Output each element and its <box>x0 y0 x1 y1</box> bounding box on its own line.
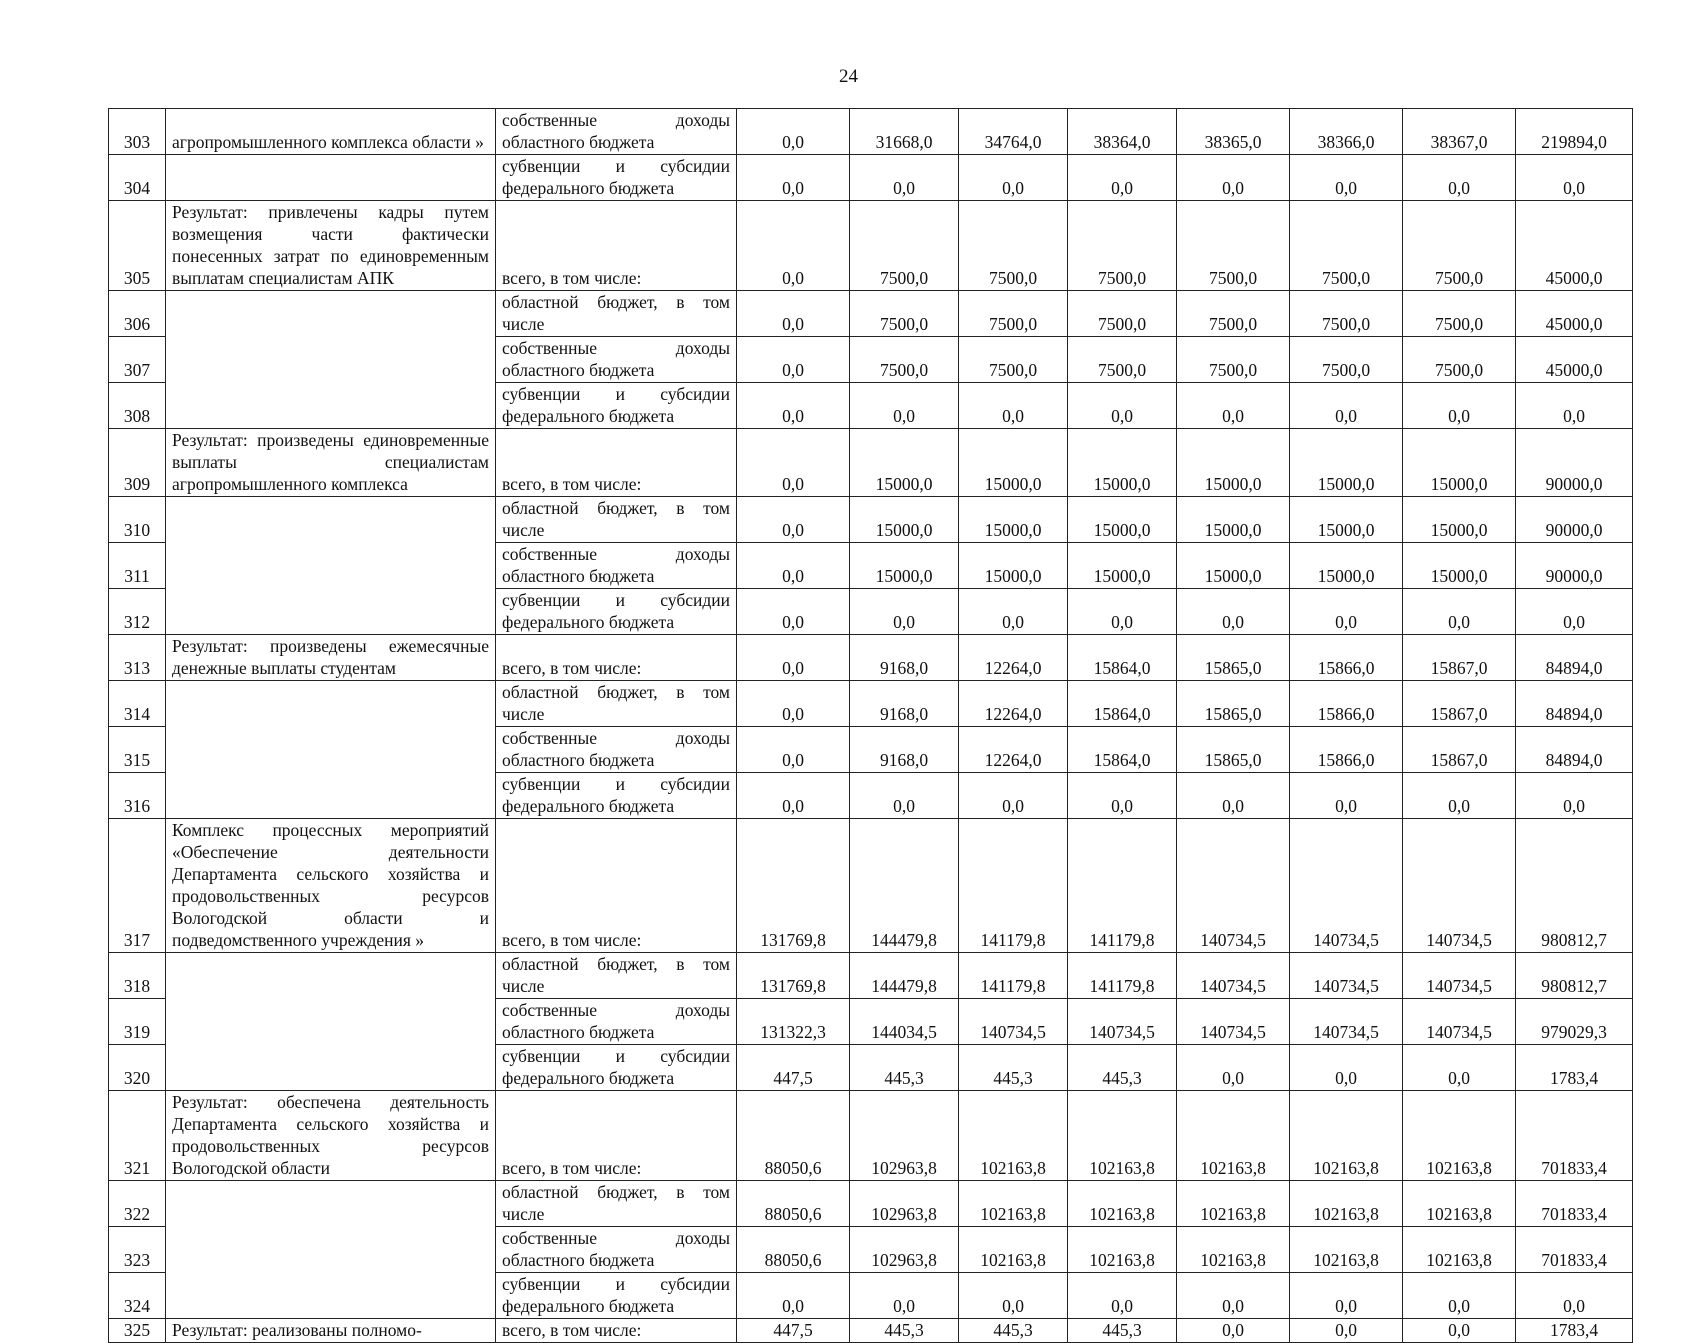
row-number: 316 <box>109 773 166 819</box>
table-body <box>109 109 1633 1343</box>
table-row <box>109 1319 1633 1343</box>
amount-cell: 15865,0 <box>1177 727 1290 773</box>
amount-cell: 219894,0 <box>1516 109 1633 155</box>
amount-cell: 701833,4 <box>1516 1181 1633 1227</box>
amount-cell: 102163,8 <box>959 1091 1068 1181</box>
funding-source: собственные доходы областного бюджета <box>496 543 737 589</box>
amount-cell: 0,0 <box>1403 1319 1516 1343</box>
row-number: 304 <box>109 155 166 201</box>
amount-cell: 447,5 <box>737 1045 850 1091</box>
amount-cell: 15000,0 <box>850 429 959 497</box>
table-row <box>109 155 1633 201</box>
amount-cell: 140734,5 <box>1177 953 1290 999</box>
amount-cell: 12264,0 <box>959 727 1068 773</box>
table-row <box>109 819 1633 953</box>
amount-cell: 0,0 <box>959 155 1068 201</box>
table-row <box>109 497 1633 543</box>
amount-cell: 15864,0 <box>1068 681 1177 727</box>
amount-cell: 15000,0 <box>850 497 959 543</box>
amount-cell: 141179,8 <box>959 953 1068 999</box>
amount-cell: 445,3 <box>959 1045 1068 1091</box>
amount-cell: 15864,0 <box>1068 635 1177 681</box>
amount-cell: 144479,8 <box>850 819 959 953</box>
amount-cell: 445,3 <box>959 1319 1068 1343</box>
amount-cell: 0,0 <box>1068 1273 1177 1319</box>
amount-cell: 141179,8 <box>959 819 1068 953</box>
table-row <box>109 1091 1633 1181</box>
funding-source: собственные доходы областного бюджета <box>496 999 737 1045</box>
amount-cell: 90000,0 <box>1516 543 1633 589</box>
amount-cell: 0,0 <box>737 681 850 727</box>
funding-source: собственные доходы областного бюджета <box>496 1227 737 1273</box>
amount-cell: 0,0 <box>737 773 850 819</box>
amount-cell: 38365,0 <box>1177 109 1290 155</box>
row-description <box>166 727 496 773</box>
amount-cell: 0,0 <box>737 429 850 497</box>
row-description: агропромышленного комплекса области » <box>166 109 496 155</box>
amount-cell: 0,0 <box>850 589 959 635</box>
amount-cell: 15866,0 <box>1290 727 1403 773</box>
row-number: 320 <box>109 1045 166 1091</box>
amount-cell: 0,0 <box>1516 383 1633 429</box>
amount-cell: 0,0 <box>850 773 959 819</box>
amount-cell: 45000,0 <box>1516 201 1633 291</box>
amount-cell: 102163,8 <box>1177 1227 1290 1273</box>
amount-cell: 9168,0 <box>850 635 959 681</box>
funding-source: всего, в том числе: <box>496 635 737 681</box>
amount-cell: 7500,0 <box>959 201 1068 291</box>
amount-cell: 144034,5 <box>850 999 959 1045</box>
amount-cell: 144479,8 <box>850 953 959 999</box>
amount-cell: 15864,0 <box>1068 727 1177 773</box>
table-row <box>109 1273 1633 1319</box>
amount-cell: 15867,0 <box>1403 635 1516 681</box>
amount-cell: 701833,4 <box>1516 1091 1633 1181</box>
amount-cell: 0,0 <box>1290 1273 1403 1319</box>
row-number: 303 <box>109 109 166 155</box>
amount-cell: 15000,0 <box>1290 543 1403 589</box>
table-row <box>109 429 1633 497</box>
funding-source: областной бюджет, в том числе <box>496 291 737 337</box>
table-row <box>109 201 1633 291</box>
amount-cell: 0,0 <box>737 109 850 155</box>
amount-cell: 701833,4 <box>1516 1227 1633 1273</box>
amount-cell: 15000,0 <box>959 497 1068 543</box>
amount-cell: 9168,0 <box>850 681 959 727</box>
row-description <box>166 681 496 727</box>
table-row <box>109 291 1633 337</box>
row-description <box>166 337 496 383</box>
row-number: 321 <box>109 1091 166 1181</box>
amount-cell: 0,0 <box>1516 773 1633 819</box>
amount-cell: 0,0 <box>1177 1273 1290 1319</box>
amount-cell: 0,0 <box>959 589 1068 635</box>
amount-cell: 445,3 <box>850 1045 959 1091</box>
amount-cell: 31668,0 <box>850 109 959 155</box>
amount-cell: 0,0 <box>850 1273 959 1319</box>
table-row <box>109 681 1633 727</box>
amount-cell: 140734,5 <box>1290 953 1403 999</box>
amount-cell: 0,0 <box>1290 773 1403 819</box>
amount-cell: 0,0 <box>1177 1319 1290 1343</box>
amount-cell: 15000,0 <box>1068 497 1177 543</box>
amount-cell: 15000,0 <box>1068 429 1177 497</box>
amount-cell: 7500,0 <box>1403 291 1516 337</box>
amount-cell: 0,0 <box>737 543 850 589</box>
amount-cell: 0,0 <box>737 1273 850 1319</box>
amount-cell: 0,0 <box>959 1273 1068 1319</box>
row-description <box>166 291 496 337</box>
amount-cell: 0,0 <box>737 589 850 635</box>
amount-cell: 102163,8 <box>959 1227 1068 1273</box>
amount-cell: 38366,0 <box>1290 109 1403 155</box>
amount-cell: 102163,8 <box>1068 1181 1177 1227</box>
row-number: 309 <box>109 429 166 497</box>
amount-cell: 140734,5 <box>1177 999 1290 1045</box>
budget-table <box>108 108 1633 1343</box>
amount-cell: 15000,0 <box>959 543 1068 589</box>
amount-cell: 131769,8 <box>737 819 850 953</box>
amount-cell: 15000,0 <box>1290 429 1403 497</box>
row-description <box>166 1227 496 1273</box>
row-description <box>166 953 496 999</box>
amount-cell: 447,5 <box>737 1319 850 1343</box>
row-description: Результат: произведены ежемесячные денежные выплаты студентам <box>166 635 496 681</box>
amount-cell: 0,0 <box>1290 1045 1403 1091</box>
amount-cell: 980812,7 <box>1516 819 1633 953</box>
amount-cell: 15000,0 <box>1290 497 1403 543</box>
funding-source: субвенции и субсидии федерального бюджета <box>496 773 737 819</box>
row-number: 324 <box>109 1273 166 1319</box>
row-description <box>166 1181 496 1227</box>
amount-cell: 0,0 <box>1290 155 1403 201</box>
amount-cell: 0,0 <box>850 383 959 429</box>
amount-cell: 0,0 <box>737 337 850 383</box>
amount-cell: 102163,8 <box>1403 1181 1516 1227</box>
amount-cell: 0,0 <box>1177 773 1290 819</box>
amount-cell: 102163,8 <box>1403 1227 1516 1273</box>
amount-cell: 7500,0 <box>1177 291 1290 337</box>
amount-cell: 0,0 <box>1068 773 1177 819</box>
amount-cell: 15865,0 <box>1177 635 1290 681</box>
row-description <box>166 1045 496 1091</box>
amount-cell: 7500,0 <box>1068 337 1177 383</box>
row-number: 310 <box>109 497 166 543</box>
amount-cell: 0,0 <box>1403 1273 1516 1319</box>
amount-cell: 0,0 <box>1290 1319 1403 1343</box>
row-description <box>166 1273 496 1319</box>
row-description <box>166 383 496 429</box>
amount-cell: 7500,0 <box>850 337 959 383</box>
row-number: 314 <box>109 681 166 727</box>
row-description <box>166 589 496 635</box>
amount-cell: 0,0 <box>1403 1045 1516 1091</box>
amount-cell: 7500,0 <box>1290 201 1403 291</box>
amount-cell: 7500,0 <box>1403 337 1516 383</box>
amount-cell: 15000,0 <box>1068 543 1177 589</box>
amount-cell: 9168,0 <box>850 727 959 773</box>
amount-cell: 0,0 <box>1068 155 1177 201</box>
amount-cell: 0,0 <box>959 383 1068 429</box>
row-number: 315 <box>109 727 166 773</box>
amount-cell: 7500,0 <box>1068 201 1177 291</box>
amount-cell: 88050,6 <box>737 1181 850 1227</box>
amount-cell: 7500,0 <box>1068 291 1177 337</box>
amount-cell: 0,0 <box>737 383 850 429</box>
row-number: 323 <box>109 1227 166 1273</box>
funding-source: всего, в том числе: <box>496 1091 737 1181</box>
table-row <box>109 1181 1633 1227</box>
amount-cell: 102963,8 <box>850 1091 959 1181</box>
row-number: 325 <box>109 1319 166 1343</box>
table-row <box>109 999 1633 1045</box>
row-description: Комплекс процессных мероприятий «Обеспечение деятельности Департамента сельского хозяйства и продовольственных ресурсов Вологодской области и подведомственного учреждения » <box>166 819 496 953</box>
amount-cell: 7500,0 <box>959 337 1068 383</box>
row-number: 319 <box>109 999 166 1045</box>
amount-cell: 12264,0 <box>959 681 1068 727</box>
amount-cell: 0,0 <box>1403 155 1516 201</box>
amount-cell: 12264,0 <box>959 635 1068 681</box>
amount-cell: 0,0 <box>737 635 850 681</box>
amount-cell: 7500,0 <box>850 291 959 337</box>
amount-cell: 0,0 <box>1516 155 1633 201</box>
funding-source: субвенции и субсидии федерального бюджета <box>496 1273 737 1319</box>
amount-cell: 102163,8 <box>1290 1181 1403 1227</box>
funding-source: всего, в том числе: <box>496 1319 737 1343</box>
amount-cell: 15866,0 <box>1290 635 1403 681</box>
table-row <box>109 543 1633 589</box>
amount-cell: 0,0 <box>1290 589 1403 635</box>
amount-cell: 45000,0 <box>1516 291 1633 337</box>
funding-source: всего, в том числе: <box>496 201 737 291</box>
amount-cell: 140734,5 <box>1403 953 1516 999</box>
row-number: 312 <box>109 589 166 635</box>
funding-source: всего, в том числе: <box>496 819 737 953</box>
amount-cell: 38367,0 <box>1403 109 1516 155</box>
row-number: 308 <box>109 383 166 429</box>
funding-source: областной бюджет, в том числе <box>496 953 737 999</box>
amount-cell: 140734,5 <box>1177 819 1290 953</box>
funding-source: областной бюджет, в том числе <box>496 681 737 727</box>
amount-cell: 15000,0 <box>1403 543 1516 589</box>
amount-cell: 15865,0 <box>1177 681 1290 727</box>
row-number: 305 <box>109 201 166 291</box>
amount-cell: 140734,5 <box>959 999 1068 1045</box>
amount-cell: 0,0 <box>1068 589 1177 635</box>
amount-cell: 0,0 <box>737 497 850 543</box>
amount-cell: 0,0 <box>850 155 959 201</box>
amount-cell: 0,0 <box>737 201 850 291</box>
amount-cell: 102163,8 <box>1177 1181 1290 1227</box>
funding-source: субвенции и субсидии федерального бюджета <box>496 589 737 635</box>
amount-cell: 140734,5 <box>1068 999 1177 1045</box>
amount-cell: 0,0 <box>959 773 1068 819</box>
amount-cell: 102163,8 <box>1068 1091 1177 1181</box>
row-number: 306 <box>109 291 166 337</box>
row-number: 313 <box>109 635 166 681</box>
amount-cell: 15000,0 <box>1403 429 1516 497</box>
table-row <box>109 727 1633 773</box>
row-description <box>166 155 496 201</box>
funding-source: субвенции и субсидии федерального бюджета <box>496 383 737 429</box>
amount-cell: 7500,0 <box>959 291 1068 337</box>
row-number: 322 <box>109 1181 166 1227</box>
amount-cell: 102163,8 <box>959 1181 1068 1227</box>
amount-cell: 15000,0 <box>850 543 959 589</box>
amount-cell: 7500,0 <box>1177 201 1290 291</box>
amount-cell: 445,3 <box>1068 1045 1177 1091</box>
table-row <box>109 635 1633 681</box>
amount-cell: 0,0 <box>1516 1273 1633 1319</box>
amount-cell: 0,0 <box>1177 1045 1290 1091</box>
amount-cell: 84894,0 <box>1516 635 1633 681</box>
amount-cell: 1783,4 <box>1516 1319 1633 1343</box>
funding-source: собственные доходы областного бюджета <box>496 109 737 155</box>
amount-cell: 0,0 <box>1403 773 1516 819</box>
amount-cell: 979029,3 <box>1516 999 1633 1045</box>
row-description: Результат: привлечены кадры путем возмещения части фактически понесенных затрат по единовременным выплатам специалистам АПК <box>166 201 496 291</box>
amount-cell: 102963,8 <box>850 1181 959 1227</box>
amount-cell: 0,0 <box>1177 383 1290 429</box>
amount-cell: 445,3 <box>850 1319 959 1343</box>
amount-cell: 15000,0 <box>1177 497 1290 543</box>
table-row <box>109 1227 1633 1273</box>
amount-cell: 7500,0 <box>1403 201 1516 291</box>
amount-cell: 0,0 <box>1403 589 1516 635</box>
table-row <box>109 1045 1633 1091</box>
amount-cell: 0,0 <box>1516 589 1633 635</box>
table-row <box>109 383 1633 429</box>
amount-cell: 7500,0 <box>850 201 959 291</box>
amount-cell: 0,0 <box>737 727 850 773</box>
amount-cell: 102163,8 <box>1403 1091 1516 1181</box>
funding-source: областной бюджет, в том числе <box>496 497 737 543</box>
amount-cell: 131322,3 <box>737 999 850 1045</box>
table-row <box>109 953 1633 999</box>
row-number: 311 <box>109 543 166 589</box>
amount-cell: 140734,5 <box>1403 999 1516 1045</box>
row-description <box>166 497 496 543</box>
row-number: 307 <box>109 337 166 383</box>
amount-cell: 15867,0 <box>1403 727 1516 773</box>
amount-cell: 7500,0 <box>1177 337 1290 383</box>
amount-cell: 102163,8 <box>1068 1227 1177 1273</box>
row-number: 318 <box>109 953 166 999</box>
amount-cell: 15867,0 <box>1403 681 1516 727</box>
amount-cell: 38364,0 <box>1068 109 1177 155</box>
amount-cell: 0,0 <box>1068 383 1177 429</box>
amount-cell: 15000,0 <box>1403 497 1516 543</box>
funding-source: субвенции и субсидии федерального бюджета <box>496 155 737 201</box>
amount-cell: 7500,0 <box>1290 337 1403 383</box>
amount-cell: 88050,6 <box>737 1091 850 1181</box>
amount-cell: 45000,0 <box>1516 337 1633 383</box>
table-row <box>109 589 1633 635</box>
funding-source: субвенции и субсидии федерального бюджета <box>496 1045 737 1091</box>
amount-cell: 84894,0 <box>1516 681 1633 727</box>
amount-cell: 7500,0 <box>1290 291 1403 337</box>
amount-cell: 140734,5 <box>1403 819 1516 953</box>
row-description <box>166 999 496 1045</box>
amount-cell: 131769,8 <box>737 953 850 999</box>
funding-source: собственные доходы областного бюджета <box>496 727 737 773</box>
amount-cell: 102163,8 <box>1290 1091 1403 1181</box>
amount-cell: 0,0 <box>1403 383 1516 429</box>
amount-cell: 88050,6 <box>737 1227 850 1273</box>
table-row <box>109 337 1633 383</box>
amount-cell: 0,0 <box>737 291 850 337</box>
amount-cell: 0,0 <box>1177 589 1290 635</box>
amount-cell: 15000,0 <box>1177 429 1290 497</box>
row-description: Результат: произведены единовременные выплаты специалистам агропромышленного комплекса <box>166 429 496 497</box>
amount-cell: 141179,8 <box>1068 819 1177 953</box>
amount-cell: 0,0 <box>1177 155 1290 201</box>
funding-source: собственные доходы областного бюджета <box>496 337 737 383</box>
amount-cell: 141179,8 <box>1068 953 1177 999</box>
amount-cell: 34764,0 <box>959 109 1068 155</box>
funding-source: всего, в том числе: <box>496 429 737 497</box>
table-row <box>109 773 1633 819</box>
page-number: 24 <box>839 66 858 87</box>
amount-cell: 15000,0 <box>959 429 1068 497</box>
amount-cell: 980812,7 <box>1516 953 1633 999</box>
amount-cell: 0,0 <box>1290 383 1403 429</box>
amount-cell: 102163,8 <box>1290 1227 1403 1273</box>
funding-source: областной бюджет, в том числе <box>496 1181 737 1227</box>
row-description <box>166 543 496 589</box>
amount-cell: 102163,8 <box>1177 1091 1290 1181</box>
amount-cell: 90000,0 <box>1516 429 1633 497</box>
amount-cell: 140734,5 <box>1290 999 1403 1045</box>
row-description <box>166 773 496 819</box>
amount-cell: 102963,8 <box>850 1227 959 1273</box>
amount-cell: 445,3 <box>1068 1319 1177 1343</box>
row-description: Результат: реализованы полномо- <box>166 1319 496 1343</box>
amount-cell: 1783,4 <box>1516 1045 1633 1091</box>
row-description: Результат: обеспечена деятельность Департамента сельского хозяйства и продовольственных ресурсов Вологодской области <box>166 1091 496 1181</box>
amount-cell: 0,0 <box>737 155 850 201</box>
amount-cell: 15866,0 <box>1290 681 1403 727</box>
amount-cell: 15000,0 <box>1177 543 1290 589</box>
table-row <box>109 109 1633 155</box>
row-number: 317 <box>109 819 166 953</box>
amount-cell: 84894,0 <box>1516 727 1633 773</box>
amount-cell: 140734,5 <box>1290 819 1403 953</box>
amount-cell: 90000,0 <box>1516 497 1633 543</box>
